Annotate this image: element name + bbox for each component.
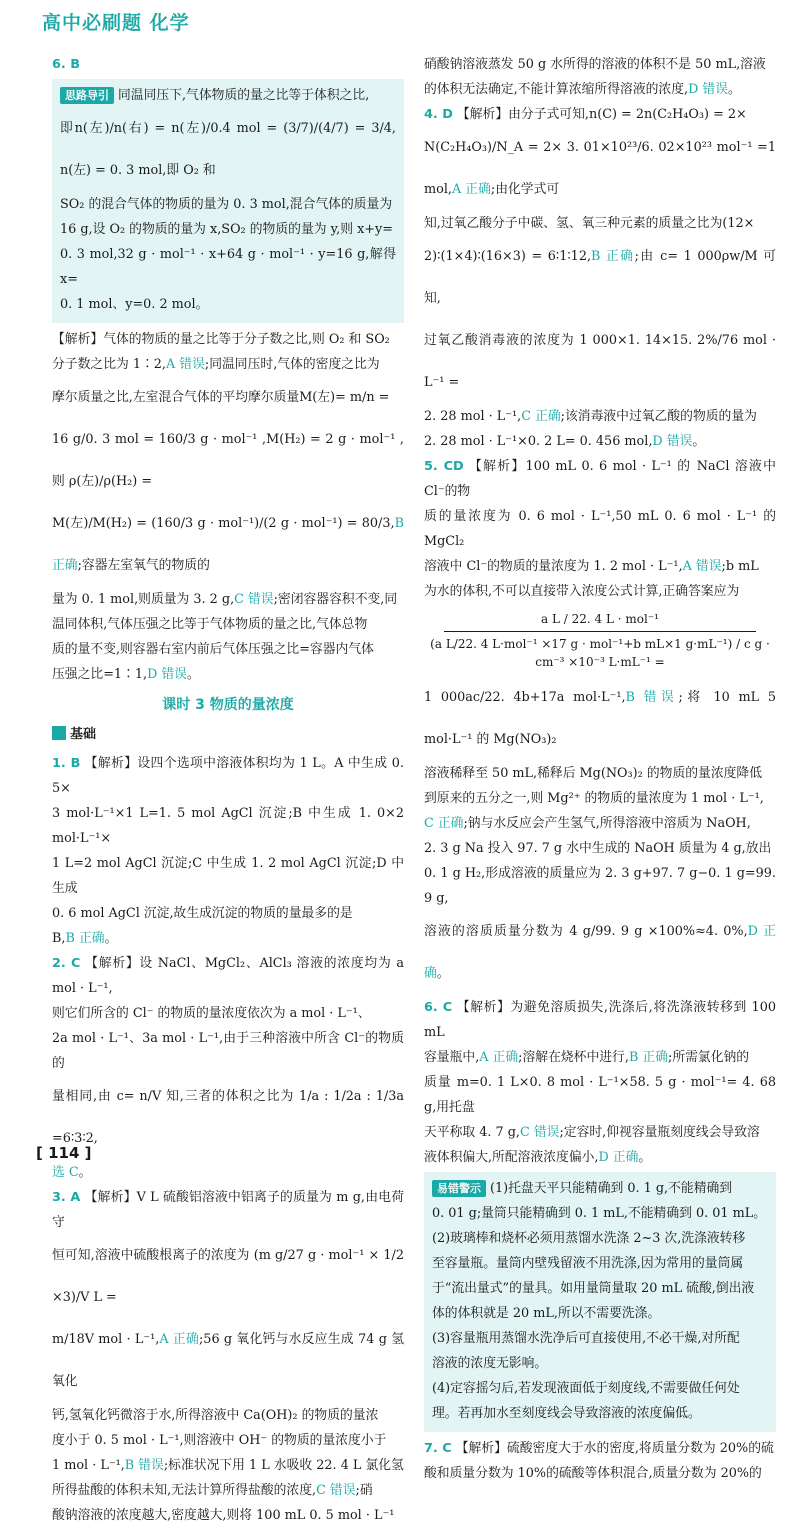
analysis-text: 2. C 【解析】设 NaCl、MgCl₂、AlCl₃ 溶液的浓度均为 a mol · L⁻¹, [52,956,404,996]
analysis-text: 知,过氧乙酸分子中碳、氢、氧三种元素的质量之比为(12× [424,216,755,231]
analysis-text: 容量瓶中,A 正确;溶解在烧杯中进行,B 正确;所需氯化钠的 [424,1050,750,1065]
analysis-equation: m/18V mol · L⁻¹,A 正确;56 g 氧化钙与水反应生成 74 g 氢氧化 [52,1332,404,1389]
analysis-text: 液体积偏大,所配溶液浓度偏小,D 正确。 [424,1150,652,1165]
analysis-text: 0. 1 g H₂,形成溶液的质量应为 2. 3 g+97. 7 g−0. 1 g=99. 9 g, [424,866,776,906]
analysis-text: 量为 0. 1 mol,则质量为 3. 2 g,C 错误;密闭容器容积不变,同 [52,592,398,607]
warning-text: (1)托盘天平只能精确到 0. 1 g,不能精确到 [490,1181,733,1196]
analysis-text: 2. 3 g Na 投入 97. 7 g 水中生成的 NaOH 质量为 4 g,放出 [424,841,772,856]
warning-badge: 易错警示 [432,1180,486,1197]
analysis-text: B,B 正确。 [52,931,118,946]
analysis-text: 硝酸钠溶液蒸发 50 g 水所得的溶液的体积不是 50 mL,溶液 [424,57,766,72]
analysis-text: 7. C 【解析】硫酸密度大于水的密度,将质量分数为 20%的硫 [424,1441,774,1456]
analysis-text: 温同体积,气体压强之比等于气体物质的量之比,气体总物 [52,617,368,632]
analysis-text: 压强之比=1∶1,D 错误。 [52,667,200,682]
equation-denominator: (a L/22. 4 L·mol⁻¹ ×17 g · mol⁻¹+b mL×1 g·mL⁻¹) / c g · cm⁻³ ×10⁻³ L·mL⁻¹ = [430,637,770,669]
analysis-text: 选 C。 [52,1165,92,1180]
analysis-text: 1 L=2 mol AgCl 沉淀;C 中生成 1. 2 mol AgCl 沉淀;D 中生成 [52,856,404,896]
warning-text: (2)玻璃棒和烧杯必须用蒸馏水洗涤 2~3 次,洗涤液转移 [432,1231,746,1246]
analysis-text: 3. A 【解析】V L 硫酸铝溶液中铝离子的质量为 m g,由电荷守 [52,1190,405,1230]
left-column [52,52,404,1528]
analysis-equation: 2)∶(1×4)∶(16×3) = 6∶1∶12,B 正确;由 c= 1 000ρw/M 可知, [424,249,776,306]
analysis-equation: 量相同,由 c= n/V 知,三者的体积之比为 1/a : 1/2a : 1/3a =6∶3∶2, [52,1089,404,1146]
section-title: 课时 3 物质的量浓度 [162,697,294,713]
guide-text: SO₂ 的混合气体的物质的量为 0. 3 mol,混合气体的质量为 [60,197,393,212]
warning-text: (4)定容摇匀后,若发现液面低于刻度线,不需要做任何处 [432,1381,740,1396]
warning-text: 0. 01 g;量筒只能精确到 0. 1 mL,不能精确到 0. 01 mL。 [432,1206,767,1221]
analysis-text: 1. B 【解析】设四个选项中溶液体积均为 1 L。A 中生成 0. 5× [52,756,404,796]
analysis-text: 质的量浓度为 0. 6 mol · L⁻¹,50 mL 0. 6 mol · L⁻¹ 的 MgCl₂ [424,509,776,549]
analysis-equation: 摩尔质量之比,左室混合气体的平均摩尔质量M(左)= m/n = [52,390,390,405]
warning-text: (3)容量瓶用蒸馏水洗净后可直接使用,不必干燥,对所配 [432,1331,740,1346]
warning-text: 理。若再加水至刻度线会导致溶液的浓度偏低。 [432,1406,701,1421]
analysis-text: 3 mol·L⁻¹×1 L=1. 5 mol AgCl 沉淀;B 中生成 1. 0×2 mol·L⁻¹× [52,806,404,846]
analysis-text: 溶液中 Cl⁻的物质的量浓度为 1. 2 mol · L⁻¹,A 错误;b mL [424,559,759,574]
book-icon [52,726,66,740]
analysis-text: 4. D 【解析】由分子式可知,n(C) = 2n(C₂H₄O₃) = 2× [424,107,747,122]
subsection-title: 基础 [52,722,404,747]
analysis-text: 钙,氢氧化钙微溶于水,所得溶液中 Ca(OH)₂ 的物质的量浓 [52,1408,379,1423]
analysis-text: 6. C 【解析】为避免溶质损失,洗涤后,将洗涤液转移到 100 mL [424,1000,776,1040]
analysis-equation: 1 000ac/22. 4b+17a mol·L⁻¹,B 错误;将 10 mL 5 mol·L⁻¹ 的 Mg(NO₃)₂ [424,690,776,747]
warning-text: 至容量瓶。量筒内壁残留液不用洗涤,因为常用的量筒属 [432,1256,744,1271]
analysis-equation: 溶液的溶质质量分数为 4 g/99. 9 g ×100%≈4. 0%,D 正确。 [424,924,776,981]
analysis-text: 2a mol · L⁻¹、3a mol · L⁻¹,由于三种溶液中所含 Cl⁻的物质的 [52,1031,404,1071]
analysis-equation: 过氧乙酸消毒液的浓度为 1 000×1. 14×15. 2%/76 mol · L⁻¹ = [424,333,776,390]
analysis-text: 度小于 0. 5 mol · L⁻¹,则溶液中 OH⁻ 的物质的量浓度小于 [52,1433,387,1448]
analysis-text: 天平称取 4. 7 g,C 错误;定容时,仰视容量瓶刻度线会导致溶 [424,1125,760,1140]
warning-text: 体的体积就是 20 mL,所以不需要洗涤。 [432,1306,661,1321]
analysis-text: 溶液稀释至 50 mL,稀释后 Mg(NO₃)₂ 的物质的量浓度降低 [424,766,763,781]
page-header-title: 高中必刷题 化学 [42,12,190,34]
guide-equation: 即n(左)/n(右) = n(左)/0.4 mol = (3/7)/(4/7) = 3/4, n(左) = 0. 3 mol,即 O₂ 和 [60,121,396,178]
analysis-text: 0. 6 mol AgCl 沉淀,故生成沉淀的物质的量最多的是 [52,906,353,921]
big-equation [424,610,776,671]
analysis-text: 1 mol · L⁻¹,B 错误;标准状况下用 1 L 水吸收 22. 4 L 氯化氢 [52,1458,404,1473]
analysis-equation: 16 g/0. 3 mol = 160/3 g · mol⁻¹ ,M(H₂) = 2 g · mol⁻¹ ,则 ρ(左)/ρ(H₂) = [52,432,404,489]
warning-text: 溶液的浓度无影响。 [432,1356,548,1371]
warning-box [424,1172,776,1432]
guide-badge: 思路导引 [60,87,114,104]
guide-text: 16 g,设 O₂ 的物质的量为 x,SO₂ 的物质的量为 y,则 x+y= [60,222,393,237]
analysis-text: 为水的体积,不可以直接带入浓度公式计算,正确答案应为 [424,584,740,599]
equation-numerator: a L / 22. 4 L · mol⁻¹ [541,612,659,626]
analysis-text: 质量 m=0. 1 L×0. 8 mol · L⁻¹×58. 5 g · mol⁻¹= 4. 68 g,用托盘 [424,1075,776,1115]
question-number: 6. B [52,57,80,72]
analysis-text: 分子数之比为 1∶2,A 错误;同温同压时,气体的密度之比为 [52,357,380,372]
analysis-text: 酸钠溶液的浓度越大,密度越大,则将 100 mL 0. 5 mol · L⁻¹ [52,1508,395,1523]
warning-text: 于“流出量式”的量具。如用量筒量取 20 mL 硫酸,倒出液 [432,1281,755,1296]
guide-box [52,79,404,323]
right-column [424,52,776,1486]
analysis-text: 质的量不变,则容器右室内前后气体压强之比=容器内气体 [52,642,374,657]
analysis-text: 2. 28 mol · L⁻¹×0. 2 L= 0. 456 mol,D 错误。 [424,434,706,449]
analysis-text: 5. CD 【解析】100 mL 0. 6 mol · L⁻¹ 的 NaCl 溶液中 Cl⁻的物 [424,459,776,499]
guide-text: 同温同压下,气体物质的量之比等于体积之比, [118,88,370,103]
analysis-equation: M(左)/M(H₂) = (160/3 g · mol⁻¹)/(2 g · mol⁻¹) = 80/3,B 正确;容器左室氧气的物质的 [52,516,404,573]
analysis-equation: 恒可知,溶液中硫酸根离子的浓度为 (m g/27 g · mol⁻¹ × 1/2 ×3)/V L = [52,1248,404,1305]
analysis-text: 所得盐酸的体积未知,无法计算所得盐酸的浓度,C 错误;硝 [52,1483,373,1498]
page-number: [ 114 ] [36,1144,92,1162]
guide-text: 0. 3 mol,32 g · mol⁻¹ · x+64 g · mol⁻¹ · y=16 g,解得 x= [60,247,396,287]
analysis-text: 的体积无法确定,不能计算浓缩所得溶液的浓度,D 错误。 [424,82,741,97]
guide-text: 0. 1 mol、y=0. 2 mol。 [60,297,209,312]
analysis-text: 到原来的五分之一,则 Mg²⁺ 的物质的量浓度为 1 mol · L⁻¹, [424,791,764,806]
analysis-text: 2. 28 mol · L⁻¹,C 正确;该消毒液中过氧乙酸的物质的量为 [424,409,757,424]
analysis-text: 酸和质量分数为 10%的硫酸等体积混合,质量分数为 20%的 [424,1466,762,1481]
analysis-equation: N(C₂H₄O₃)/N_A = 2× 3. 01×10²³/6. 02×10²³ mol⁻¹ =1 mol,A 正确;由化学式可 [424,140,776,197]
analysis-text: 【解析】气体的物质的量之比等于分子数之比,则 O₂ 和 SO₂ [52,332,390,347]
analysis-text: 则它们所含的 Cl⁻ 的物质的量浓度依次为 a mol · L⁻¹、 [52,1006,371,1021]
analysis-text: C 正确;钠与水反应会产生氢气,所得溶液中溶质为 NaOH, [424,816,751,831]
